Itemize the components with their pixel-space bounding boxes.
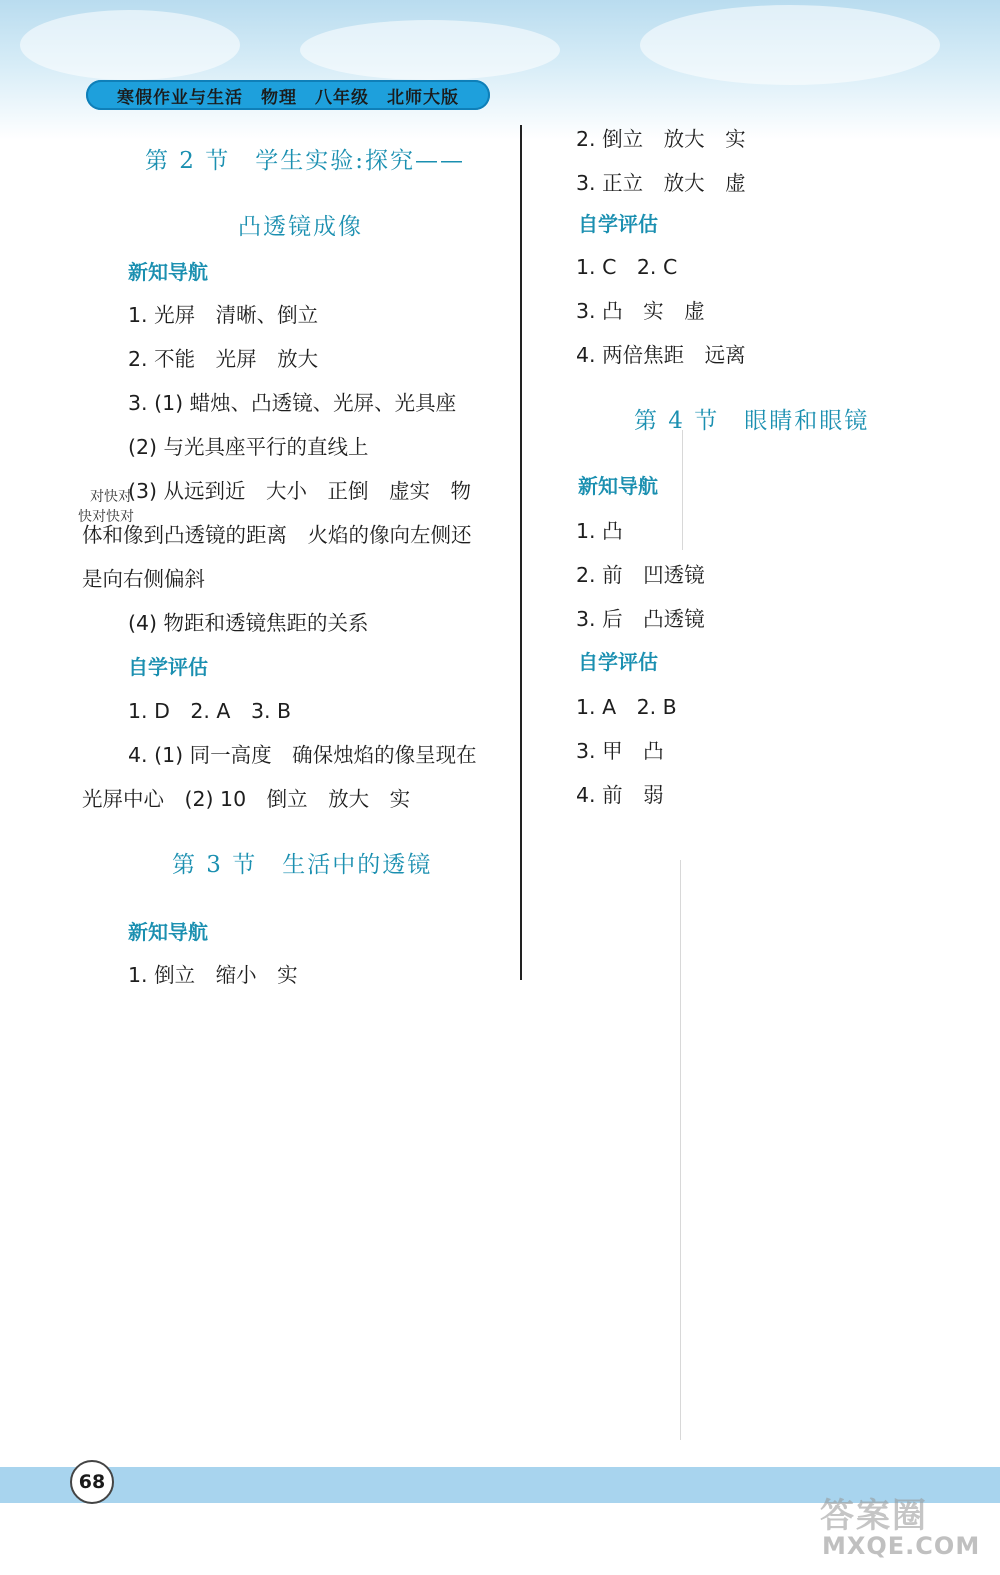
answer-line: 是向右侧偏斜 — [82, 567, 205, 591]
book-grade: 八年级 — [315, 87, 369, 108]
answer-line: 体和像到凸透镜的距离 火焰的像向左侧还 — [82, 523, 472, 547]
answer-line: 3. 甲 凸 — [576, 739, 664, 763]
zixue-label: 自学评估 — [578, 650, 658, 674]
answer-line: 3. 后 凸透镜 — [576, 607, 705, 631]
answer-line: 1. A 2. B — [576, 695, 677, 719]
xinzhi-label: 新知导航 — [128, 260, 208, 284]
answer-line: 1. D 2. A 3. B — [128, 699, 292, 723]
xinzhi-label: 新知导航 — [578, 474, 658, 498]
xinzhi-label: 新知导航 — [128, 920, 208, 944]
answer-line: 2. 不能 光屏 放大 — [128, 347, 319, 371]
page-number — [70, 1460, 114, 1504]
answer-line: 4. 两倍焦距 远离 — [576, 343, 746, 367]
answer-line: 3. (1) 蜡烛、凸透镜、光屏、光具座 — [128, 391, 457, 415]
section-4-title: 第 4 节 眼睛和眼镜 — [634, 408, 870, 434]
watermark-logo: 答案圈 — [820, 1496, 928, 1536]
book-header-banner — [86, 80, 490, 110]
answer-line: 2. 前 凹透镜 — [576, 563, 705, 587]
answer-line: 光屏中心 (2) 10 倒立 放大 实 — [82, 787, 411, 811]
overlay-tiny-text: 对快对 — [90, 489, 132, 505]
answer-line: 2. 倒立 放大 实 — [576, 127, 746, 151]
answer-line: 3. 正立 放大 虚 — [576, 171, 746, 195]
overlay-tiny-text: 快对快对 — [78, 509, 134, 525]
answer-line: 1. C 2. C — [576, 255, 678, 279]
answer-line: 4. 前 弱 — [576, 783, 664, 807]
watermark-url: MXQE.COM — [822, 1532, 981, 1560]
section-3-title: 第 3 节 生活中的透镜 — [172, 852, 433, 878]
answer-line: 4. (1) 同一高度 确保烛焰的像呈现在 — [128, 743, 477, 767]
answer-line: 3. 凸 实 虚 — [576, 299, 705, 323]
answer-line: 1. 凸 — [576, 519, 623, 543]
answer-line: 1. 倒立 缩小 实 — [128, 963, 298, 987]
book-subject: 物理 — [261, 87, 297, 108]
faint-rule — [682, 430, 683, 550]
book-edition: 北师大版 — [387, 87, 459, 108]
zixue-label: 自学评估 — [578, 212, 658, 236]
cloud-decoration — [20, 10, 240, 80]
section-2-subtitle: 凸透镜成像 — [238, 214, 363, 240]
zixue-label: 自学评估 — [128, 655, 208, 679]
cloud-decoration — [300, 20, 560, 80]
book-title: 寒假作业与生活 — [117, 87, 243, 108]
top-decoration-band — [0, 0, 1000, 140]
answer-line: (4) 物距和透镜焦距的关系 — [128, 611, 369, 635]
cloud-decoration — [640, 5, 940, 85]
faint-rule — [680, 860, 681, 1440]
answer-line: (3) 从远到近 大小 正倒 虚实 物 — [128, 479, 472, 503]
section-2-title: 第 2 节 学生实验:探究—— — [145, 148, 466, 174]
answer-line: (2) 与光具座平行的直线上 — [128, 435, 369, 459]
answer-line: 1. 光屏 清晰、倒立 — [128, 303, 319, 327]
page-number-text: 68 — [78, 1471, 106, 1493]
column-divider — [520, 125, 522, 980]
